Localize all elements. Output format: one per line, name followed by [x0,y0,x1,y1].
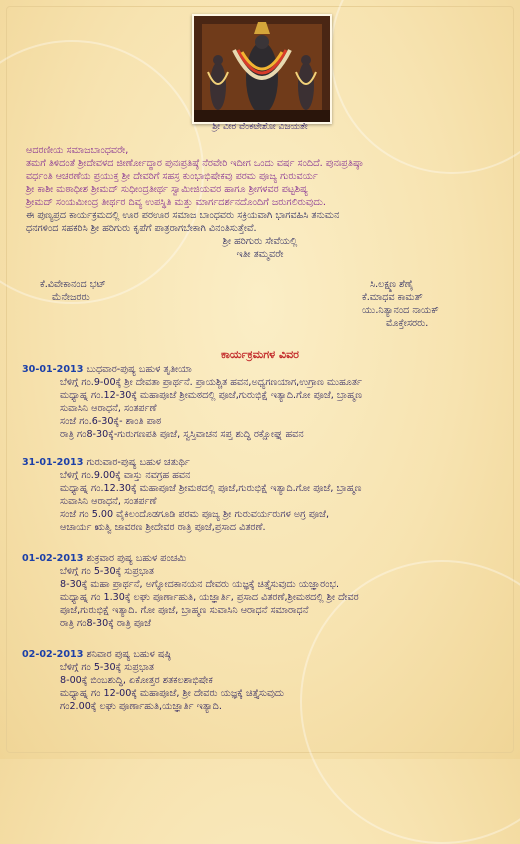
letter-line: ಶ್ರೀ ಕಾಶೀ ಮಠಾಧೀಶ ಶ್ರೀಮದ್ ಸುಧೀಂದ್ರತೀರ್ಥ ಸ್ವಾಮೀಜಿಯವರ ಹಾಗೂ ಶ್ರೀಗಳವರ ಪಟ್ಟಶಿಷ್ಯ [26,184,308,195]
program-heading: ಕಾರ್ಯಕ್ರಮಗಳ ವಿವರ [221,348,299,361]
letter-line: ಧನಗಳಿಂದ ಸಹಕರಿಸಿ ಶ್ರೀ ಹರಿಗುರು ಕೃಪೆಗೆ ಪಾತ್ರರಾಗಬೇಕಾಗಿ ವಿನಂತಿಸುತ್ತೇವೆ. [26,223,257,234]
day-title: ಶುಕ್ರವಾರ ಪುಷ್ಯ ಬಹುಳ ಪಂಚಮಿ [86,553,187,564]
salutation: ಆದರಣೀಯ ಸಮಾಜಬಾಂಧವರೇ, [26,145,129,156]
day-line: ಬೆಳಿಗ್ಗೆ ಗಂ 5-30ಕ್ಕೆ ಸುಪ್ರಭಾತ [60,662,155,673]
day-line: ಗಂ2.00ಕ್ಕೆ ಲಘು ಪೂರ್ಣಾಹುತಿ,ಯಜ್ಞಾರ್ತಿ ಇತ್ಯಾದಿ. [60,701,222,712]
day-title: ಬುಧವಾರ-ಪುಷ್ಯ ಬಹುಳ ತೃತೀಯಾ [86,364,192,375]
left-signatory-name: ಕೆ.ವಿವೇಕಾನಂದ ಭಟ್ [40,279,106,290]
letter-line: ಈ ಪುಣ್ಯಪ್ರದ ಕಾರ್ಯಕ್ರಮದಲ್ಲಿ ಊರ ಪರಊರ ಸಮಾಜ ಬಾಂಧವರು ಸಕ್ರಿಯವಾಗಿ ಭಾಗವಹಿಸಿ ತನುಮನ [26,210,340,221]
day-line: ಬೆಳಿಗ್ಗೆ ಗಂ 5-30ಕ್ಕೆ ಸುಪ್ರಭಾತ [60,566,155,577]
day-line: ರಾತ್ರಿ ಗಂ8-30ಕ್ಕೆ-ಗುರುಗಣಪತಿ ಪೂಜೆ, ಸ್ವಸ್ತಿವಾಚನ ಸಪ್ತ ಶುದ್ಧಿ ರಕ್ಷೋಘ್ನ ಹವನ [60,429,304,440]
right-signatory-name: ಕೆ.ಮಾಧವ ಕಾಮತ್ [362,292,423,303]
day-line: ಬೆಳಿಗ್ಗೆ ಗಂ.9-00ಕ್ಕೆ ಶ್ರೀ ದೇವತಾ ಪ್ರಾರ್ಥನೆ. ಪ್ರಾಯಶ್ಚಿತ ಹವನ,ಅಧ್ಯಗಣಯಾಗ,ಉಗ್ರಾಣ ಮುಹೂರ್ತ [60,377,362,388]
day-date: 31-01-2013 [22,457,84,468]
day-line: 8-00ಕ್ಕೆ ಬಿಂಬಶುದ್ಧಿ, ಏಕೋತ್ತರ ಶತಕಲಶಾಭಿಷೇಕ [60,675,213,686]
day-line: ಮಧ್ಯಾಹ್ನ ಗಂ 12-00ಕ್ಕೆ ಮಹಾಪೂಜೆ, ಶ್ರೀ ದೇವರು ಯಜ್ಞಕ್ಕೆ ಚಿತ್ತೈಸುವುದು [60,688,285,699]
day-line: ಪೂಜೆ,ಗುರುಭಿಕ್ಷೆ ಇತ್ಯಾದಿ. ಗೋ ಪೂಜೆ, ಬ್ರಾಹ್ಮಣ ಸುವಾಸಿನಿ ಆರಾಧನೆ ಸಮಾರಾಧನೆ [60,605,309,616]
day-line: ಮಧ್ಯಾಹ್ನ ಗಂ.12.30ಕ್ಕೆ ಮಹಾಪೂಜೆ ಶ್ರೀಮಠದಲ್ಲಿ ಪೂಜೆ,ಗುರುಭಿಕ್ಷೆ ಇತ್ಯಾದಿ.ಗೋ ಪೂಜೆ, ಬ್ರಾಹ್ಮಣ [60,483,362,494]
day-date: 01-02-2013 [22,553,84,564]
day-date: 02-02-2013 [22,649,84,660]
closing-line: ಶ್ರೀ ಹರಿಗುರು ಸೇವೆಯಲ್ಲಿ [222,236,298,247]
right-signatory-name: ಯು.ನಿತ್ಯಾನಂದ ನಾಯಕ್ [362,305,439,316]
photo-caption: ಶ್ರೀ ವೀರ ವೆಂಕಟೇಶೋ ವಿಜಯತೇ [212,122,308,132]
day-line: ಮಧ್ಯಾಹ್ನ ಗಂ.12-30ಕ್ಕೆ ಮಹಾಪೂಜೆ ಶ್ರೀಮಠದಲ್ಲಿ ಪೂಜೆ,ಗುರುಭಿಕ್ಷೆ ಇತ್ಯಾದಿ.ಗೋ ಪೂಜೆ, ಬ್ರಾಹ್ಮಣ [60,390,362,401]
day-line: ಸುವಾಸಿನಿ ಆರಾಧನೆ, ಸಂತರ್ಪಣೆ [60,496,157,507]
day-line: 8-30ಕ್ಕೆ ಮಹಾ ಪ್ರಾರ್ಥನೆ, ಅಗ್ನೋದಕಾನಯನ ದೇವರು ಯಜ್ಞಕ್ಕೆ ಚಿತ್ತೈಸುವುದು ಯಜ್ಞಾರಂಭ. [60,579,340,590]
deity-photo [192,14,332,124]
closing-line: ಇತೀ ತಮ್ಮವರೇ [236,249,284,260]
day-line: ಆಚಾರ್ಯ ಋತ್ವಿ ಜಾವರಣ ಶ್ರೀದೇವರ ರಾತ್ರಿ ಪೂಜೆ,ಪ್ರಸಾದ ವಿತರಣೆ. [60,522,266,533]
day-title: ಶನಿವಾರ ಪುಷ್ಯ ಬಹುಳ ಷಷ್ಠಿ [86,649,171,660]
right-signatory-name: ಸಿ.ಲಕ್ಷ್ಮಣ ಶೆಣೈ [370,279,414,290]
letter-line: ವರ್ಧಂತಿ ಆಚರಣೆಯ ಪ್ರಯುಕ್ತ ಶ್ರೀ ದೇವರಿಗೆ ಸಹಸ್ರ ಕುಂಭಾಭಿಷೇಕವು ಪರಮ ಪೂಜ್ಯ ಗುರುವರ್ಯ [26,171,318,182]
day-title: ಗುರುವಾರ-ಪುಷ್ಯ ಬಹುಳ ಚತುರ್ಥಿ [86,457,190,468]
left-signatory-title: ಮೆನೇಜರರು [52,292,90,303]
letter-line: ತಮಗೆ ತಿಳಿದಂತೆ ಶ್ರೀದೇವಳದ ಜೀರ್ಣೋದ್ಧಾರ ಪುನಃಪ್ರತಿಷ್ಠೆ ನೆರವೇರಿ ಇದೀಗ ಒಂದು ವರ್ಷ ಸಂದಿದೆ. ಪುನಃಪ್ರತಿಷ್ಠಾ [26,158,363,169]
right-signatory-title: ಮೊಕ್ತೇಸರರು. [386,318,429,329]
day-line: ಸಂಜೆ ಗಂ 5.00 ವೈಕಿಲಂದೊಡಗೂಡಿ ಪರಮ ಪೂಜ್ಯ ಶ್ರೀ ಗುರುವರ್ಯರುಗಳ ಅಗ್ರ ಪೂಜೆ, [60,509,330,520]
day-line: ಮಧ್ಯಾಹ್ನ ಗಂ 1.30ಕ್ಕೆ ಲಘು ಪೂರ್ಣಾಹುತಿ, ಯಜ್ಞಾರ್ತಿ, ಪ್ರಸಾದ ವಿತರಣೆ,ಶ್ರೀಮಠದಲ್ಲಿ ಶ್ರೀ ದೇವರ [60,592,359,603]
day-line: ಸುವಾಸಿನಿ ಆರಾಧನೆ, ಸಂತರ್ಪಣೆ [60,403,157,414]
day-line: ರಾತ್ರಿ ಗಂ8-30ಕ್ಕೆ ರಾತ್ರಿ ಪೂಜೆ [60,618,152,629]
letter-line: ಶ್ರೀಮದ್ ಸಂಯಮೀಂದ್ರ ತೀರ್ಥರ ದಿವ್ಯ ಉಪಸ್ಥಿತಿ ಮತ್ತು ಮಾರ್ಗದರ್ಶನದೊಂದಿಗೆ ಜರುಗಲಿರುವುದು. [26,197,326,208]
day-line: ಬೆಳಿಗ್ಗೆ ಗಂ.9.00ಕ್ಕೆ ವಾಸ್ತು ನವಗ್ರಹ ಹವನ [60,470,191,481]
day-line: ಸಂಜೆ ಗಂ.6-30ಕ್ಕೆ- ಶಾಂತಿ ಪಾಠ [60,416,162,427]
day-date: 30-01-2013 [22,364,84,375]
deity-illustration [194,16,330,122]
